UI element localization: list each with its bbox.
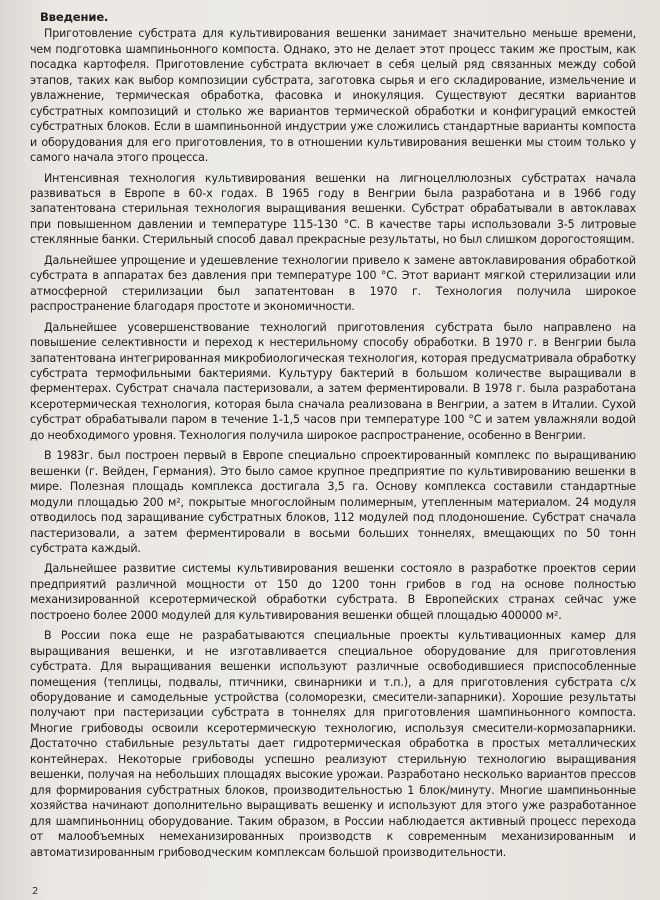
paragraph-3: Дальнейшее упрощение и удешевление технологии привело к замене автоклавирования обработкой субстрата в аппаратах без давления при температуре 100 °С. Этот вариант мягкой стерилизации или атмосферной стерилизации был запатентован в 1970 г. Технология получила широкое распространение благодаря простоте и экономичности. <box>30 253 636 314</box>
page-number: 2 <box>32 886 39 897</box>
paragraph-7: В России пока еще не разрабатываются специальные проекты культивационных камер для выращивания вешенки, и не изготавливается специальное оборудование для приготовления субстрата. Для выращивания вешенки используют различные освободившиеся приспособленные помещения (теплицы, подвалы, птичники, свинарники и т.п.), а для приготовления субстрата с/х оборудование и самодельные устройства (соломорезки, смесители-запарники). Хорошие результаты получают при пастеризации субстрата в тоннелях для приготовления шампиньонного компоста. Многие грибоводы освоили ксеротермическую технологию, используя смесители-кормозапарники. Достаточно стабильные результаты дает гидротермическая обработка в простых металлических контейнерах. Некоторые грибоводы успешно реализуют стерильную технологию выращивания вешенки, получая на небольших площадях высокие урожаи. Разработано несколько вариантов прессов для формирования субстратных блоков, производительностью 1 блок/минуту. Многие шампиньонные хозяйства начинают дополнительно выращивать вешенку и используют для этого уже разработанное для шампиньонниц оборудование. Таким образом, в России наблюдается активный процесс перехода от малообъемных немеханизированных производств к современным механизированным и автоматизированным грибоводческим комплексам большой производительности. <box>30 629 636 859</box>
paragraph-6: Дальнейшее развитие системы культивирования вешенки состояло в разработке проектов серии предприятий различной мощности от 150 до 1200 тонн грибов в год на основе полностью механизированной ксеротермической обработки субстрата. В Европейских странах сейчас уже построено более 2000 модулей для культивирования вешенки общей площадью 400000 м². <box>30 562 636 622</box>
paragraph-4: Дальнейшее усовершенствование технологий приготовления субстрата было направлено на повышение селективности и переход к нестерильному способу обработки. В 1970 г. в Венгрии была запатентована интегрированная микробиологическая технология, которая предусматривала обработку субстрата термофильными бактериями. Культуру бактерий в большом количестве выращивали в ферментерах. Субстрат сначала пастеризовали, а затем ферментировали. В 1978 г. была разработана ксеротермическая технология, которая была сначала реализована в Венгрии, а затем в Италии. Сухой субстрат обрабатывали паром в течение 1-1,5 часов при температуре 100 °С и затем увлажняли водой до необходимого уровня. Технология получила широкое распространение, особенно в Венгрии. <box>30 320 636 442</box>
paragraph-2: Интенсивная технология культивирования вешенки на лигноцеллюлозных субстратах начала развиваться в Европе в 60-х годах. В 1965 году в Венгрии была разработана и в 1966 году запатентована стерильная технология выращивания вешенки. Субстрат обрабатывали в автоклавах при повышенном давлении и температуре 115-130 °С. В качестве тары использовали 3-5 литровые стеклянные банки. Стерильный способ давал прекрасные результаты, но был слишком дорогостоящим. <box>30 171 636 247</box>
document-body <box>30 10 636 865</box>
section-heading: Введение. <box>40 10 109 24</box>
paragraph-1: Приготовление субстрата для культивирования вешенки занимает значительно меньше времени, чем подготовка шампиньонного компоста. Однако, это не делает этот процесс таким же простым, как посадка картофеля. Приготовление субстрата включает в себя целый ряд связанных между собой этапов, таких как выбор композиции субстрата, заготовка сырья и его складирование, измельчение и увлажнение, термическая обработка, фасовка и инокуляция. Существуют десятки вариантов субстратных композиций и столько же вариантов термической обработки и конфигураций емкостей субстратных блоков. Если в шампиньонной индустрии уже сложились стандартные варианты компоста и оборудования для его приготовления, то в отношении культивирования вешенки мы стоим только у самого начала этого процесса. <box>30 27 636 165</box>
paragraph-5: В 1983г. был построен первый в Европе специально спроектированный комплекс по выращиванию вешенки (г. Вейден, Германия). Это было самое крупное предприятие по культивированию вешенки в мире. Полезная площадь комплекса достигала 3,5 га. Основу комплекса составили стандартные модули площадью 200 м², покрытые многослойным полимерным, утепленным материалом. 24 модуля отводилось под заращивание субстратных блоков, 112 модулей под плодоношение. Субстрат сначала пастеризовали, а затем ферментировали в восьми больших тоннелях, вмещающих по 50 тонн субстрата каждый. <box>30 449 636 555</box>
